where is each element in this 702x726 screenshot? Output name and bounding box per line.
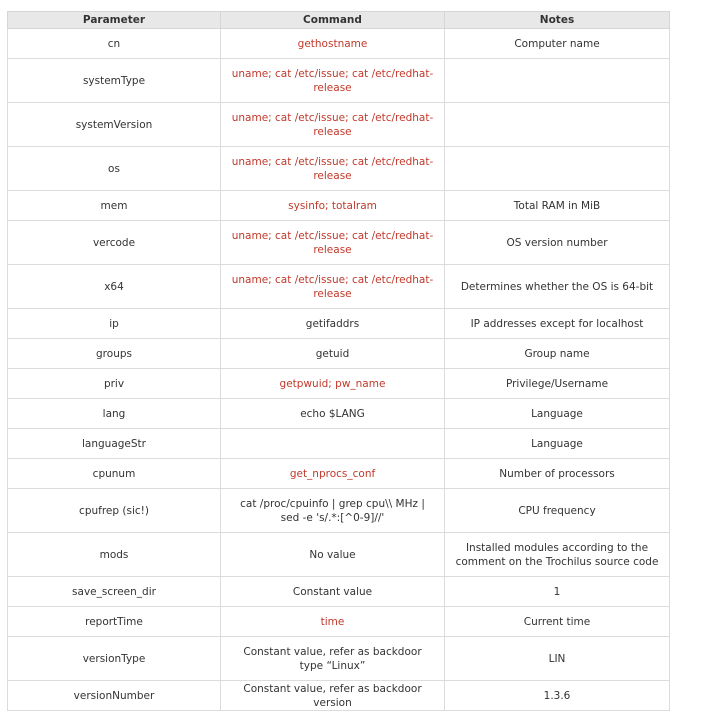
notes-cell: Installed modules according to the comment on the Trochilus source code — [445, 533, 670, 577]
table-row — [8, 191, 670, 221]
table-row — [8, 59, 670, 103]
parameter-cell: systemType — [8, 59, 221, 103]
parameter-cell: reportTime — [8, 607, 221, 637]
parameter-cell: versionType — [8, 637, 221, 681]
command-cell: Constant value, refer as backdoor type “Linux” — [221, 637, 445, 681]
table-row — [8, 103, 670, 147]
table-header-row — [8, 12, 670, 29]
command-cell: No value — [221, 533, 445, 577]
command-cell: gethostname — [221, 29, 445, 59]
table-row — [8, 369, 670, 399]
notes-cell: LIN — [445, 637, 670, 681]
notes-cell — [445, 59, 670, 103]
notes-cell: Computer name — [445, 29, 670, 59]
command-cell: uname; cat /etc/issue; cat /etc/redhat-release — [221, 59, 445, 103]
notes-cell: Language — [445, 399, 670, 429]
parameter-cell: groups — [8, 339, 221, 369]
parameter-cell: languageStr — [8, 429, 221, 459]
command-cell: getpwuid; pw_name — [221, 369, 445, 399]
parameter-cell: os — [8, 147, 221, 191]
table-row — [8, 147, 670, 191]
table-row — [8, 607, 670, 637]
notes-cell — [445, 147, 670, 191]
table-row — [8, 29, 670, 59]
notes-cell: Language — [445, 429, 670, 459]
command-cell: getuid — [221, 339, 445, 369]
notes-cell: 1 — [445, 577, 670, 607]
notes-cell: Determines whether the OS is 64-bit — [445, 265, 670, 309]
notes-cell — [445, 103, 670, 147]
parameter-cell: save_screen_dir — [8, 577, 221, 607]
parameter-cell: priv — [8, 369, 221, 399]
parameter-cell: systemVersion — [8, 103, 221, 147]
table-row — [8, 681, 670, 711]
command-cell: echo $LANG — [221, 399, 445, 429]
header-parameter: Parameter — [8, 12, 221, 29]
command-cell: Constant value, refer as backdoor version — [221, 681, 445, 711]
command-cell: uname; cat /etc/issue; cat /etc/redhat-release — [221, 103, 445, 147]
command-cell: getifaddrs — [221, 309, 445, 339]
header-notes: Notes — [445, 12, 670, 29]
notes-cell: 1.3.6 — [445, 681, 670, 711]
table-row — [8, 577, 670, 607]
parameter-cell: versionNumber — [8, 681, 221, 711]
parameter-cell: cpunum — [8, 459, 221, 489]
table-row — [8, 637, 670, 681]
command-cell: cat /proc/cpuinfo | grep cpu\\ MHz | sed -e 's/.*:[^0-9]//' — [221, 489, 445, 533]
table-row — [8, 221, 670, 265]
table-row — [8, 309, 670, 339]
command-cell: get_nprocs_conf — [221, 459, 445, 489]
notes-cell: Privilege/Username — [445, 369, 670, 399]
parameter-cell: lang — [8, 399, 221, 429]
command-cell: uname; cat /etc/issue; cat /etc/redhat-release — [221, 147, 445, 191]
table-row — [8, 459, 670, 489]
command-cell: Constant value — [221, 577, 445, 607]
notes-cell: CPU frequency — [445, 489, 670, 533]
table-row — [8, 399, 670, 429]
parameter-cell: ip — [8, 309, 221, 339]
notes-cell: Total RAM in MiB — [445, 191, 670, 221]
notes-cell: Current time — [445, 607, 670, 637]
command-cell: uname; cat /etc/issue; cat /etc/redhat-release — [221, 265, 445, 309]
command-cell: time — [221, 607, 445, 637]
parameter-cell: x64 — [8, 265, 221, 309]
table-row — [8, 265, 670, 309]
table-row — [8, 339, 670, 369]
parameter-cell: mem — [8, 191, 221, 221]
notes-cell: Number of processors — [445, 459, 670, 489]
table-row — [8, 533, 670, 577]
parameter-cell: mods — [8, 533, 221, 577]
command-cell: sysinfo; totalram — [221, 191, 445, 221]
parameters-table — [7, 11, 670, 711]
parameter-cell: cn — [8, 29, 221, 59]
command-cell: uname; cat /etc/issue; cat /etc/redhat-release — [221, 221, 445, 265]
table-row — [8, 429, 670, 459]
parameter-cell: vercode — [8, 221, 221, 265]
notes-cell: IP addresses except for localhost — [445, 309, 670, 339]
notes-cell: OS version number — [445, 221, 670, 265]
parameter-cell: cpufrep (sic!) — [8, 489, 221, 533]
table-row — [8, 489, 670, 533]
notes-cell: Group name — [445, 339, 670, 369]
command-cell — [221, 429, 445, 459]
header-command: Command — [221, 12, 445, 29]
